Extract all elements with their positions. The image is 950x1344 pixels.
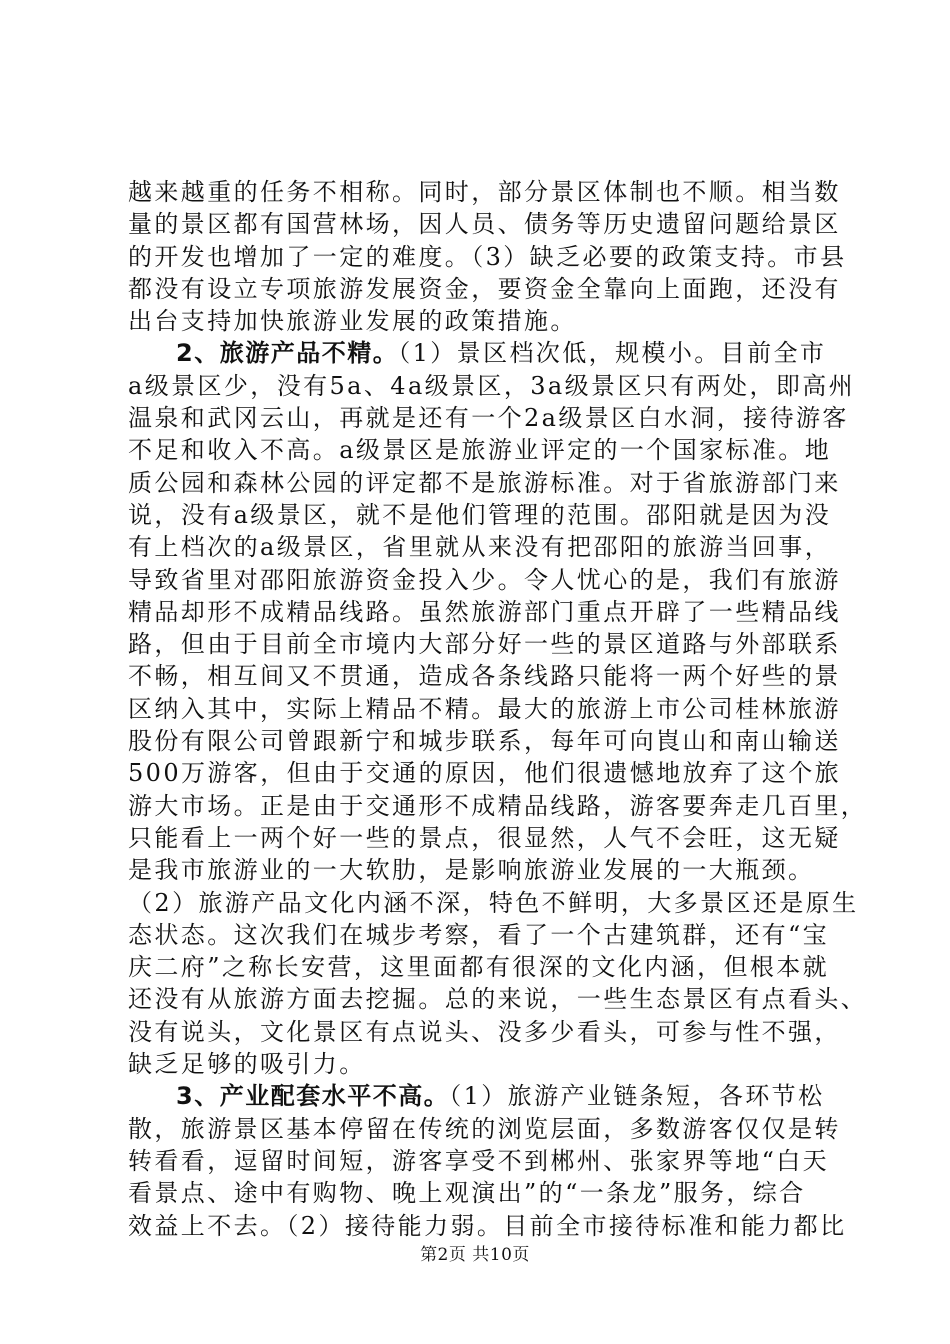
text-line: 区纳入其中，实际上精品不精。最大的旅游上市公司桂林旅游	[128, 694, 841, 723]
document-body	[128, 176, 868, 1242]
text-line: 说，没有a级景区，就不是他们管理的范围。邵阳就是因为没	[128, 500, 832, 529]
text-line: 出台支持加快旅游业发展的政策措施。	[128, 307, 577, 336]
text-line: 缺乏足够的吸引力。	[128, 1050, 366, 1079]
text-line: 没有说头，文化景区有点说头、没多少看头，可参与性不强，	[128, 1017, 841, 1046]
section-3-first-line	[128, 1080, 832, 1112]
text-line: 转看看，逗留时间短，游客享受不到郴州、张家界等地“白天	[128, 1146, 830, 1175]
text-line: 导致省里对邵阳旅游资金投入少。令人忧心的是，我们有旅游	[128, 565, 841, 594]
text-line: 态状态。这次我们在城步考察，看了一个古建筑群，还有“宝	[128, 920, 830, 949]
text-line: a级景区少，没有5a、4a级景区，3a级景区只有两处，即高州	[128, 371, 856, 400]
text-line: 的开发也增加了一定的难度。（3）缺乏必要的政策支持。市县	[128, 242, 847, 271]
text-line: 都没有设立专项旅游发展资金，要资金全靠向上面跑，还没有	[128, 274, 841, 303]
text-line: 是我市旅游业的一大软肋，是影响旅游业发展的一大瓶颈。	[128, 856, 815, 885]
text-line: 有上档次的a级景区，省里就从来没有把邵阳的旅游当回事，	[128, 533, 832, 562]
section-3-heading: 3、产业配套水平不高。	[176, 1082, 450, 1111]
section-2-first-line	[128, 337, 832, 369]
text-line: 温泉和武冈云山，再就是还有一个2a级景区白水洞，接待游客	[128, 404, 849, 433]
text-line: 精品却形不成精品线路。虽然旅游部门重点开辟了一些精品线	[128, 597, 841, 626]
text-line: 庆二府”之称长安营，这里面都有很深的文化内涵，但根本就	[128, 953, 830, 982]
text-line: 不畅，相互间又不贯通，造成各条线路只能将一两个好些的景	[128, 662, 841, 691]
text-line: 质公园和森林公园的评定都不是旅游标准。对于省旅游部门来	[128, 468, 841, 497]
section-2-first-line-text: （1）景区档次低，规模小。目前全市	[398, 339, 827, 368]
text-line: 游大市场。正是由于交通形不成精品线路，游客要奔走几百里，	[128, 791, 868, 820]
text-line: 500万游客，但由于交通的原因，他们很遗憾地放弃了这个旅	[128, 759, 842, 788]
text-line: 还没有从旅游方面去挖掘。总的来说，一些生态景区有点看头、	[128, 985, 868, 1014]
section-2-heading: 2、旅游产品不精。	[176, 339, 399, 368]
text-line: 效益上不去。（2）接待能力弱。目前全市接待标准和能力都比	[128, 1211, 847, 1240]
text-line: 路，但由于目前全市境内大部分好一些的景区道路与外部联系	[128, 630, 841, 659]
text-line: （2）旅游产品文化内涵不深，特色不鲜明，大多景区还是原生	[128, 888, 859, 917]
text-line: 不足和收入不高。a级景区是旅游业评定的一个国家标准。地	[128, 436, 832, 465]
text-line: 量的景区都有国营林场，因人员、债务等历史遗留问题给景区	[128, 210, 841, 239]
text-line: 散，旅游景区基本停留在传统的浏览层面，多数游客仅仅是转	[128, 1114, 841, 1143]
text-line: 越来越重的任务不相称。同时，部分景区体制也不顺。相当数	[128, 178, 841, 206]
page-number-footer: 第2页 共10页	[420, 1245, 530, 1265]
text-line: 只能看上一两个好一些的景点，很显然，人气不会旺，这无疑	[128, 823, 841, 852]
text-line: 股份有限公司曾跟新宁和城步联系，每年可向崀山和南山输送	[128, 727, 841, 756]
text-line: 看景点、途中有购物、晚上观演出”的“一条龙”服务，综合	[128, 1179, 806, 1208]
section-3-first-line-text: （1）旅游产业链条短，各环节松	[449, 1082, 825, 1111]
